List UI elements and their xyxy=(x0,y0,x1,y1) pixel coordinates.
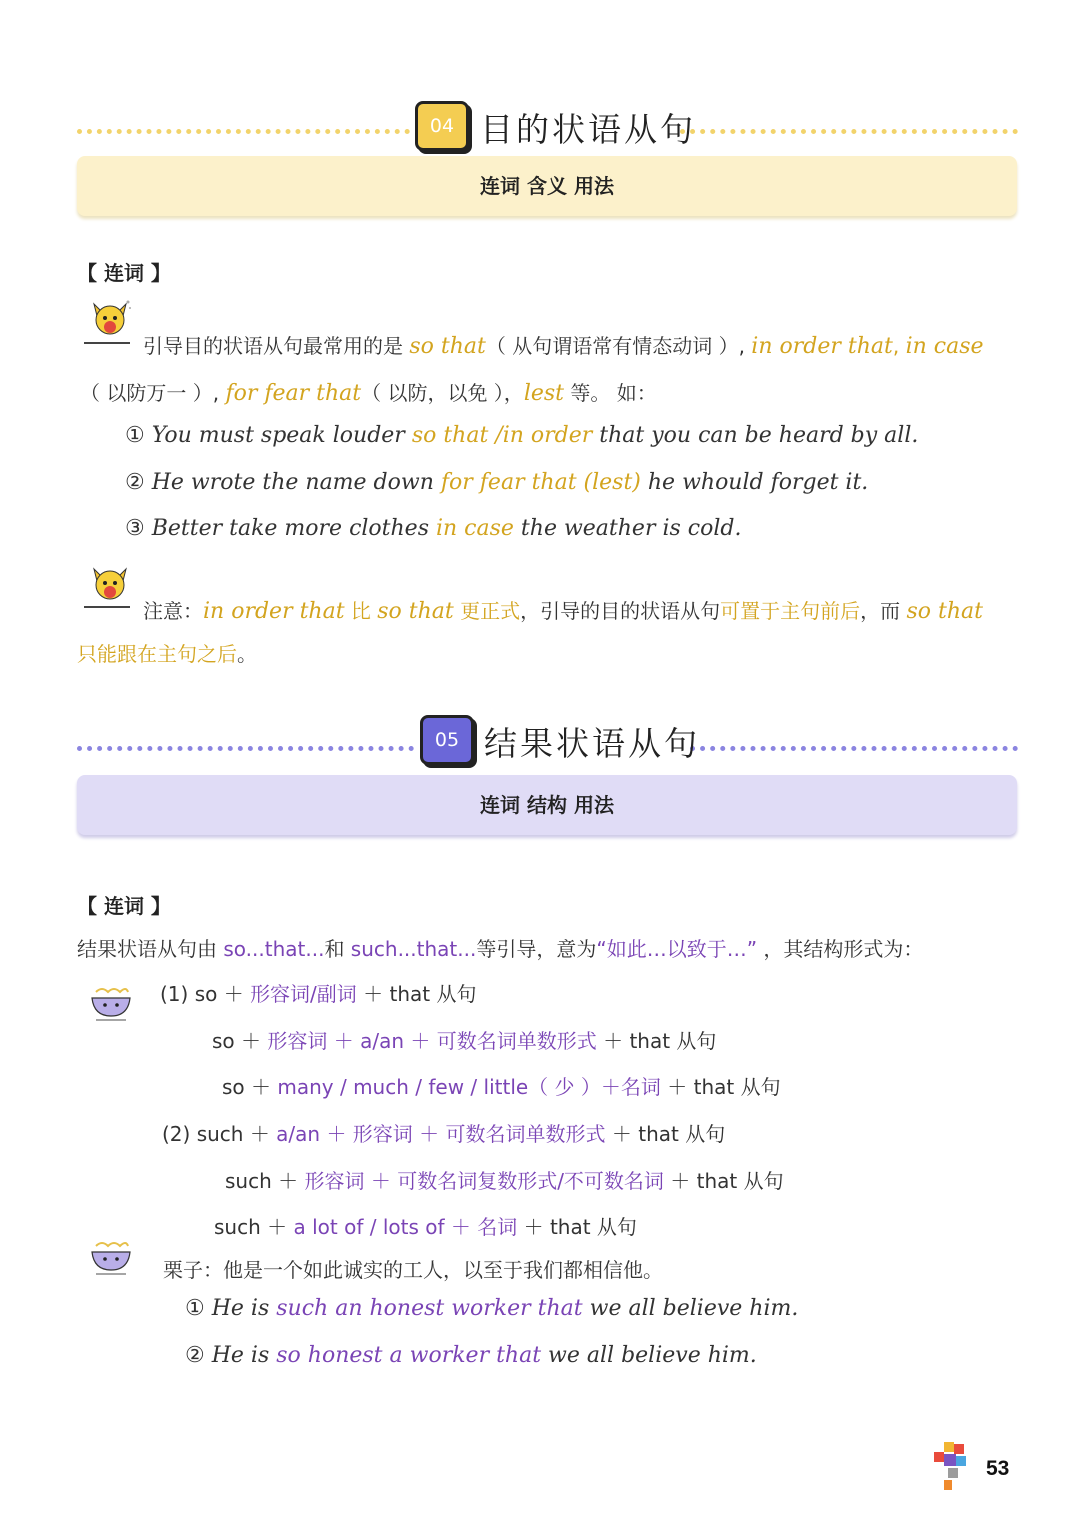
intro-line: 结果状语从句由 so...that...和 such...that...等引导，意为“如此…以致于…” ，其结构形式为： xyxy=(77,937,924,961)
dash-line xyxy=(84,606,130,608)
cartoon-mascot-icon xyxy=(88,298,132,338)
example-item: ② He wrote the name down for fear that (lest) he whould forget it. xyxy=(125,470,869,495)
page-number: 53 xyxy=(986,1457,1010,1480)
example-item: ① You must speak louder so that /in order that you can be heard by all. xyxy=(125,423,919,448)
dotted-divider-right xyxy=(680,129,1018,134)
intro-line-2: （ 以防万一 ）, for fear that（ 以防，以免 ），lest 等。 如： xyxy=(80,381,657,406)
noodle-bowl-icon xyxy=(88,1232,134,1278)
section-title: 目的状语从句 xyxy=(480,110,696,149)
example-item: ② He is so honest a worker that we all believe him. xyxy=(185,1343,757,1368)
publisher-logo-icon xyxy=(930,1440,972,1494)
dotted-divider-left xyxy=(77,129,410,134)
structure-row: (2) such ＋ a/an ＋ 形容词 ＋ 可数名词单数形式 ＋ that 从句 xyxy=(162,1122,726,1146)
example-item: ③ Better take more clothes in case the weather is cold. xyxy=(125,516,742,541)
section-subtitle-band: 连词 结构 用法 xyxy=(77,775,1017,835)
conjunction-label: 【 连词 】 xyxy=(77,261,171,285)
note-line-1: 注意：in order that 比 so that 更正式，引导的目的状语从句可置于主句前后，而 so that xyxy=(143,599,983,624)
dash-line xyxy=(84,342,130,344)
note-line-2: 只能跟在主句之后。 xyxy=(77,642,257,666)
structure-row: such ＋ a lot of / lots of ＋ 名词 ＋ that 从句 xyxy=(214,1215,637,1239)
dotted-divider-left xyxy=(77,746,414,751)
noodle-bowl-icon xyxy=(88,978,134,1024)
example-item: ① He is such an honest worker that we all believe him. xyxy=(185,1296,799,1321)
section-title: 结果状语从句 xyxy=(484,724,700,763)
section-subtitle-band: 连词 含义 用法 xyxy=(77,156,1017,216)
intro-line-1: 引导目的状语从句最常用的是 so that（ 从句谓语常有情态动词 ）, in order that, in case xyxy=(143,334,984,359)
section-number-badge: 04 xyxy=(415,101,469,151)
cartoon-mascot-icon xyxy=(88,563,132,603)
conjunction-label: 【 连词 】 xyxy=(77,894,171,918)
section-number-badge: 05 xyxy=(420,715,474,765)
structure-row: (1) so ＋ 形容词/副词 ＋ that 从句 xyxy=(160,982,477,1006)
example-intro: 栗子：他是一个如此诚实的工人，以至于我们都相信他。 xyxy=(163,1258,663,1282)
structure-row: so ＋ 形容词 ＋ a/an ＋ 可数名词单数形式 ＋ that 从句 xyxy=(212,1029,717,1053)
dotted-divider-right xyxy=(690,746,1018,751)
structure-row: so ＋ many / much / few / little（ 少 ）＋名词 ＋ that 从句 xyxy=(222,1075,781,1099)
structure-row: such ＋ 形容词 ＋ 可数名词复数形式/不可数名词 ＋ that 从句 xyxy=(225,1169,784,1193)
